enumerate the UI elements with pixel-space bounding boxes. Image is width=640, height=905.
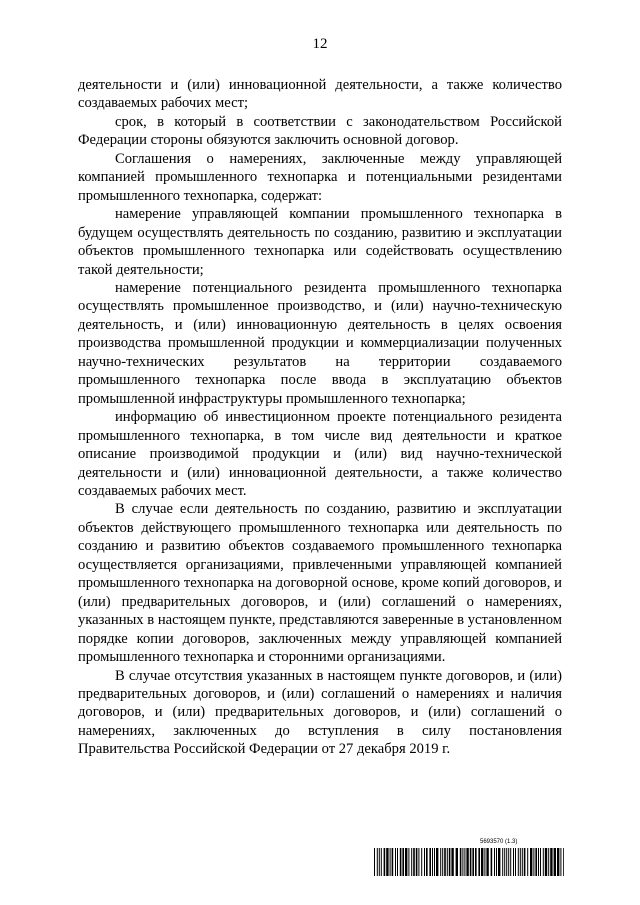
paragraph: В случае если деятельность по созданию, развитию и эксплуатации объектов действующего промышленного технопарка или деятельность по созданию и развитию объектов создаваемого промышленного технопарка осуществляется организациями, привлеченными управляющей компанией промышленного технопарка на договорной основе, кроме копий договоров, и (или) предварительных договоров, и (или) соглашений о намерениях, указанных в настоящем пункте, представляются заверенные в установленном порядке копии договоров, заключенных между управляющей компанией промышленного технопарка и сторонними организациями. (78, 501, 562, 666)
document-code: 5693570 (1.3) (480, 839, 518, 845)
paragraph: Соглашения о намерениях, заключенные между управляющей компанией промышленного технопарка и потенциальными резидентами промышленного технопарка, содержат: (78, 150, 562, 204)
page-number: 12 (312, 36, 328, 52)
document-body (78, 76, 562, 759)
paragraph: намерение управляющей компании промышленного технопарка в будущем осуществлять деятельность по созданию, развитию и эксплуатации объектов промышленного технопарка или содействовать осуществлению такой деятельности; (78, 206, 562, 278)
barcode-icon (374, 848, 564, 876)
paragraph: деятельности и (или) инновационной деятельности, а также количество создаваемых рабочих мест; (78, 77, 562, 112)
paragraph: срок, в который в соответствии с законодательством Российской Федерации стороны обязуются заключить основной договор. (78, 113, 562, 149)
paragraph: В случае отсутствия указанных в настоящем пункте договоров, и (или) предварительных договоров, и (или) соглашений о намерениях и наличия договоров, и (или) предварительных договоров, и (или) соглашений о намерениях, заключенных до вступления в силу постановления Правительства Российской Федерации от 27 декабря 2019 г. (78, 667, 562, 758)
paragraph: намерение потенциального резидента промышленного технопарка осуществлять промышленное производство, и (или) научно-техническую деятельность, и (или) инновационную деятельность в целях освоения производства промышленной продукции и коммерциализации полученных научно-технических результатов на территории создаваемого промышленного технопарка после ввода в эксплуатацию объектов промышленной инфраструктуры промышленного технопарка; (78, 279, 562, 407)
paragraph: информацию об инвестиционном проекте потенциального резидента промышленного технопарка, в том числе вид деятельности и краткое описание производимой продукции и (или) вид научно-технической деятельности и (или) инновационной деятельности, а также количество создаваемых рабочих мест. (78, 409, 562, 499)
